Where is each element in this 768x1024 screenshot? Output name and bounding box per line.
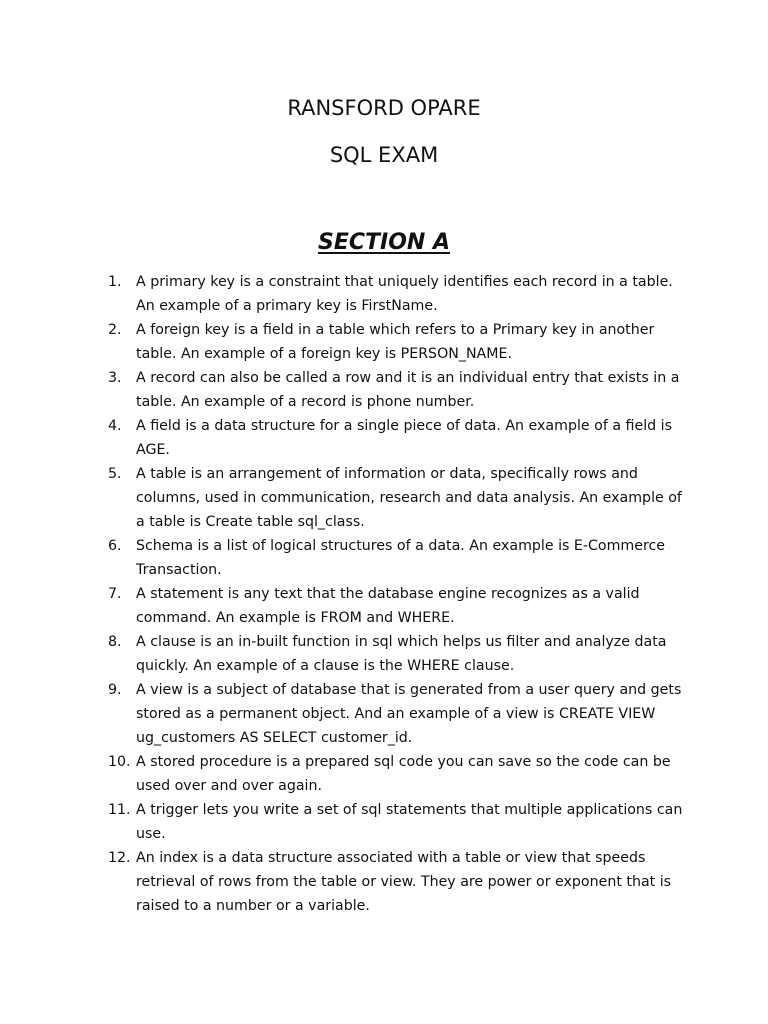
answer-list [108,270,688,918]
answer-text: An index is a data structure associated with a table or view that speeds retrieval of rows from the table or view. They are power or exponent that is raised to a number or a variable. [136,850,672,914]
answer-item [108,366,688,414]
answer-text: A table is an arrangement of information or data, specifically rows and columns, used in communication, research and data analysis. An example of a table is Create table sql_class. [136,466,682,530]
answer-text: A statement is any text that the database engine recognizes as a valid command. An example is FROM and WHERE. [136,586,640,626]
answer-item [108,678,688,750]
section-heading: SECTION A [317,230,450,255]
answer-text: A trigger lets you write a set of sql statements that multiple applications can use. [136,802,683,842]
answer-number: 4. [108,418,122,434]
answer-item [108,414,688,462]
answer-text: A view is a subject of database that is generated from a user query and gets stored as a permanent object. And an example of a view is CREATE VIEW ug_customers AS SELECT customer_id. [136,682,682,746]
answer-number: 8. [108,634,122,650]
answer-number: 12. [108,850,131,866]
answer-number: 11. [108,802,131,818]
answer-text: A clause is an in-built function in sql which helps us filter and analyze data quickly. An example of a clause is the WHERE clause. [136,634,667,674]
answer-item [108,318,688,366]
answer-text: A field is a data structure for a single piece of data. An example of a field is AGE. [136,418,672,458]
answer-number: 6. [108,538,122,554]
answer-number: 2. [108,322,122,338]
answer-number: 10. [108,754,131,770]
answer-text: A primary key is a constraint that uniquely identifies each record in a table. An example of a primary key is FirstName. [136,274,673,314]
answer-number: 7. [108,586,122,602]
answer-text: A record can also be called a row and it is an individual entry that exists in a table. An example of a record is phone number. [136,370,680,410]
answer-item [108,582,688,630]
answer-number: 1. [108,274,122,290]
answer-item [108,534,688,582]
author-name: RANSFORD OPARE [287,96,481,120]
answer-item [108,798,688,846]
answer-item [108,846,688,918]
answer-item [108,630,688,678]
answer-item [108,750,688,798]
answer-item [108,270,688,318]
answer-number: 5. [108,466,122,482]
answer-number: 9. [108,682,122,698]
answer-text: Schema is a list of logical structures of a data. An example is E-Commerce Transaction. [136,538,666,578]
answer-text: A stored procedure is a prepared sql code you can save so the code can be used over and over again. [136,754,671,794]
answer-number: 3. [108,370,122,386]
exam-title: SQL EXAM [329,143,439,167]
answer-item [108,462,688,534]
answer-text: A foreign key is a field in a table which refers to a Primary key in another table. An example of a foreign key is PERSON_NAME. [136,322,655,362]
